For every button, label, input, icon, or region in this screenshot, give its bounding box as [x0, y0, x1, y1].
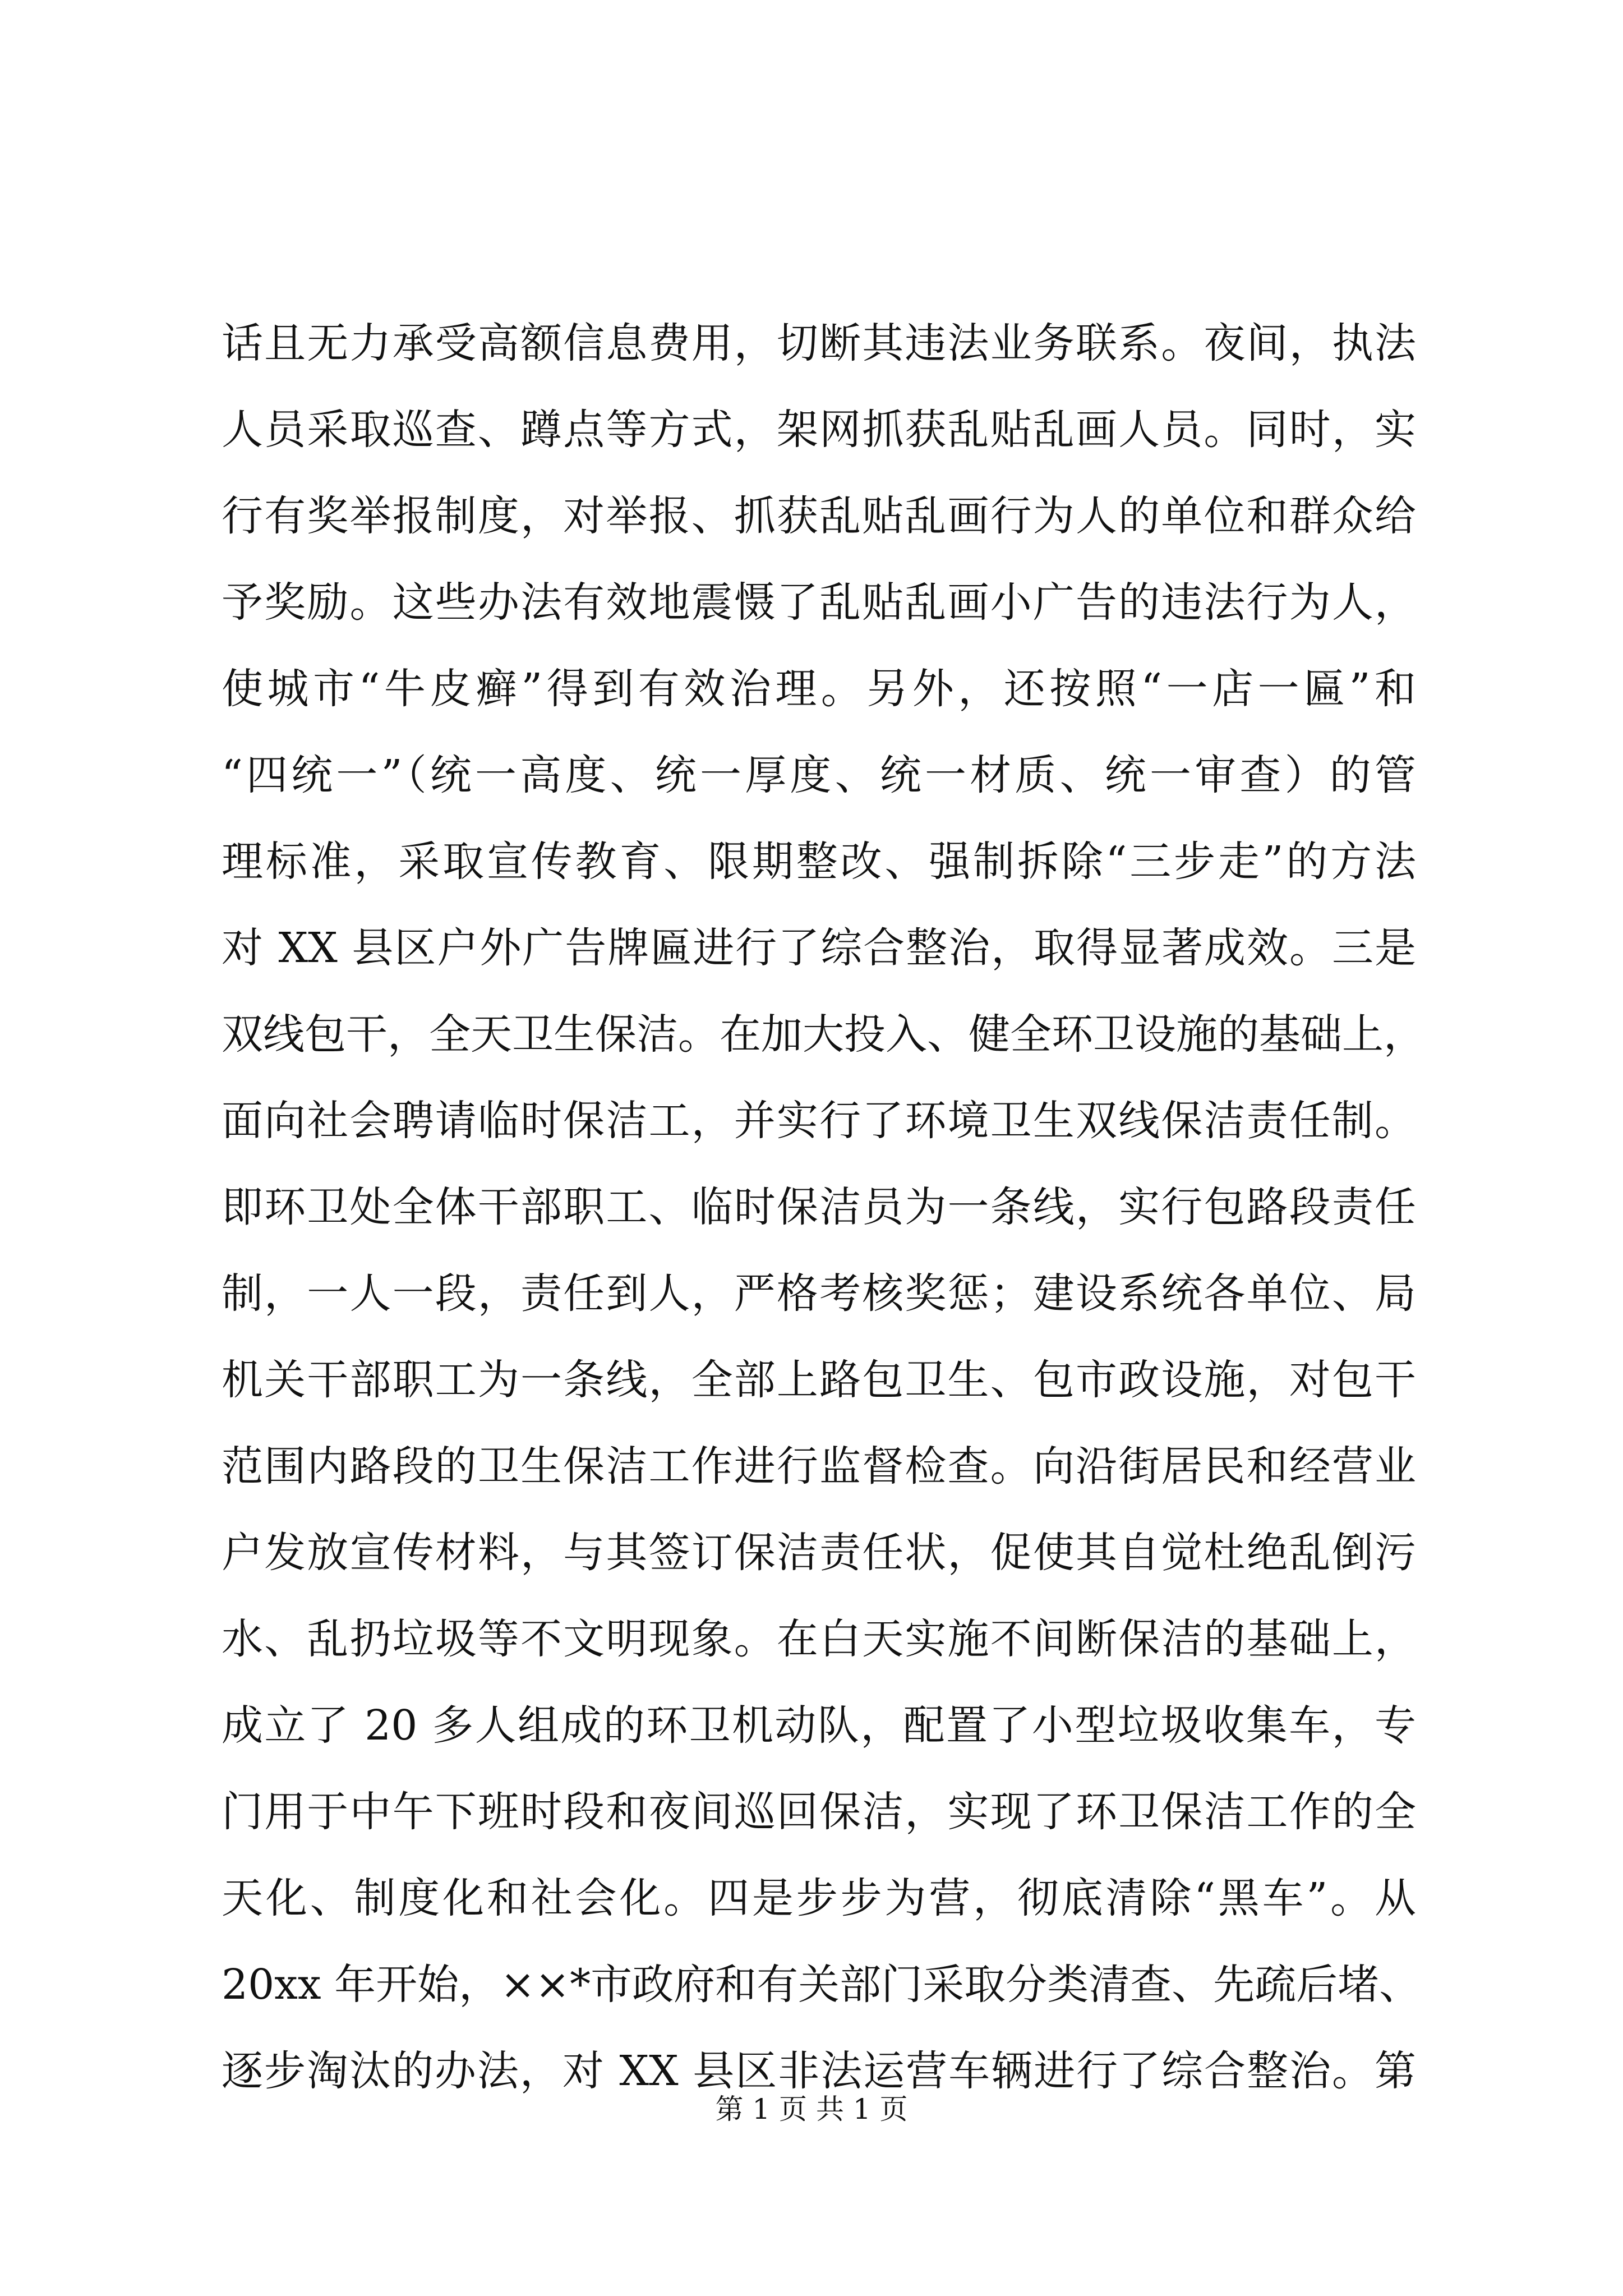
text-line: 话且无力承受高额信息费用，切断其违法业务联系。夜间，执法 — [222, 319, 1416, 367]
text-line: 双线包干，全天卫生保洁。在加大投入、健全环卫设施的基础上， — [222, 1010, 1425, 1059]
text-line: 水、乱扔垃圾等不文明现象。在白天实施不间断保洁的基础上， — [222, 1615, 1416, 1663]
text-line: 范围内路段的卫生保洁工作进行监督检查。向沿街居民和经营业 — [222, 1442, 1416, 1490]
text-line: 即环卫处全体干部职工、临时保洁员为一条线，实行包路段责任 — [222, 1183, 1416, 1231]
text-line: 人员采取巡查、蹲点等方式，架网抓获乱贴乱画人员。同时，实 — [222, 406, 1416, 454]
text-line: 成立了 20 多人组成的环卫机动队，配置了小型垃圾收集车，专 — [222, 1701, 1416, 1750]
text-line: 制，一人一段，责任到人，严格考核奖惩；建设系统各单位、局 — [222, 1269, 1416, 1318]
text-line: 予奖励。这些办法有效地震慑了乱贴乱画小广告的违法行为人， — [222, 578, 1416, 627]
text-line: 理标准，采取宣传教育、限期整改、强制拆除“三步走”的方法 — [222, 838, 1416, 886]
text-line: “四统一”（统一高度、统一厚度、统一材质、统一审查）的管 — [222, 751, 1416, 799]
text-line: 逐步淘汰的办法，对 XX 县区非法运营车辆进行了综合整治。第 — [222, 2047, 1416, 2095]
page-number-label: 第 1 页 共 1 页 — [715, 2093, 908, 2125]
text-line: 机关干部职工为一条线，全部上路包卫生、包市政设施，对包干 — [222, 1356, 1416, 1404]
page-footer — [0, 2087, 1623, 2132]
text-line: 门用于中午下班时段和夜间巡回保洁，实现了环卫保洁工作的全 — [222, 1788, 1416, 1836]
text-line: 对 XX 县区户外广告牌匾进行了综合整治，取得显著成效。三是 — [222, 924, 1416, 972]
body-paragraph — [222, 300, 1425, 2114]
text-line: 户发放宣传材料，与其签订保洁责任状，促使其自觉杜绝乱倒污 — [222, 1529, 1416, 1577]
text-line: 使城市“牛皮癣”得到有效治理。另外，还按照“一店一匾”和 — [222, 665, 1416, 713]
text-line: 20xx 年开始，××*市政府和有关部门采取分类清查、先疏后堵、 — [222, 1961, 1421, 2009]
text-line: 面向社会聘请临时保洁工，并实行了环境卫生双线保洁责任制。 — [222, 1097, 1416, 1145]
text-line: 天化、制度化和社会化。四是步步为营，彻底清除“黑车”。从 — [222, 1874, 1416, 1922]
text-line: 行有奖举报制度，对举报、抓获乱贴乱画行为人的单位和群众给 — [222, 492, 1416, 540]
